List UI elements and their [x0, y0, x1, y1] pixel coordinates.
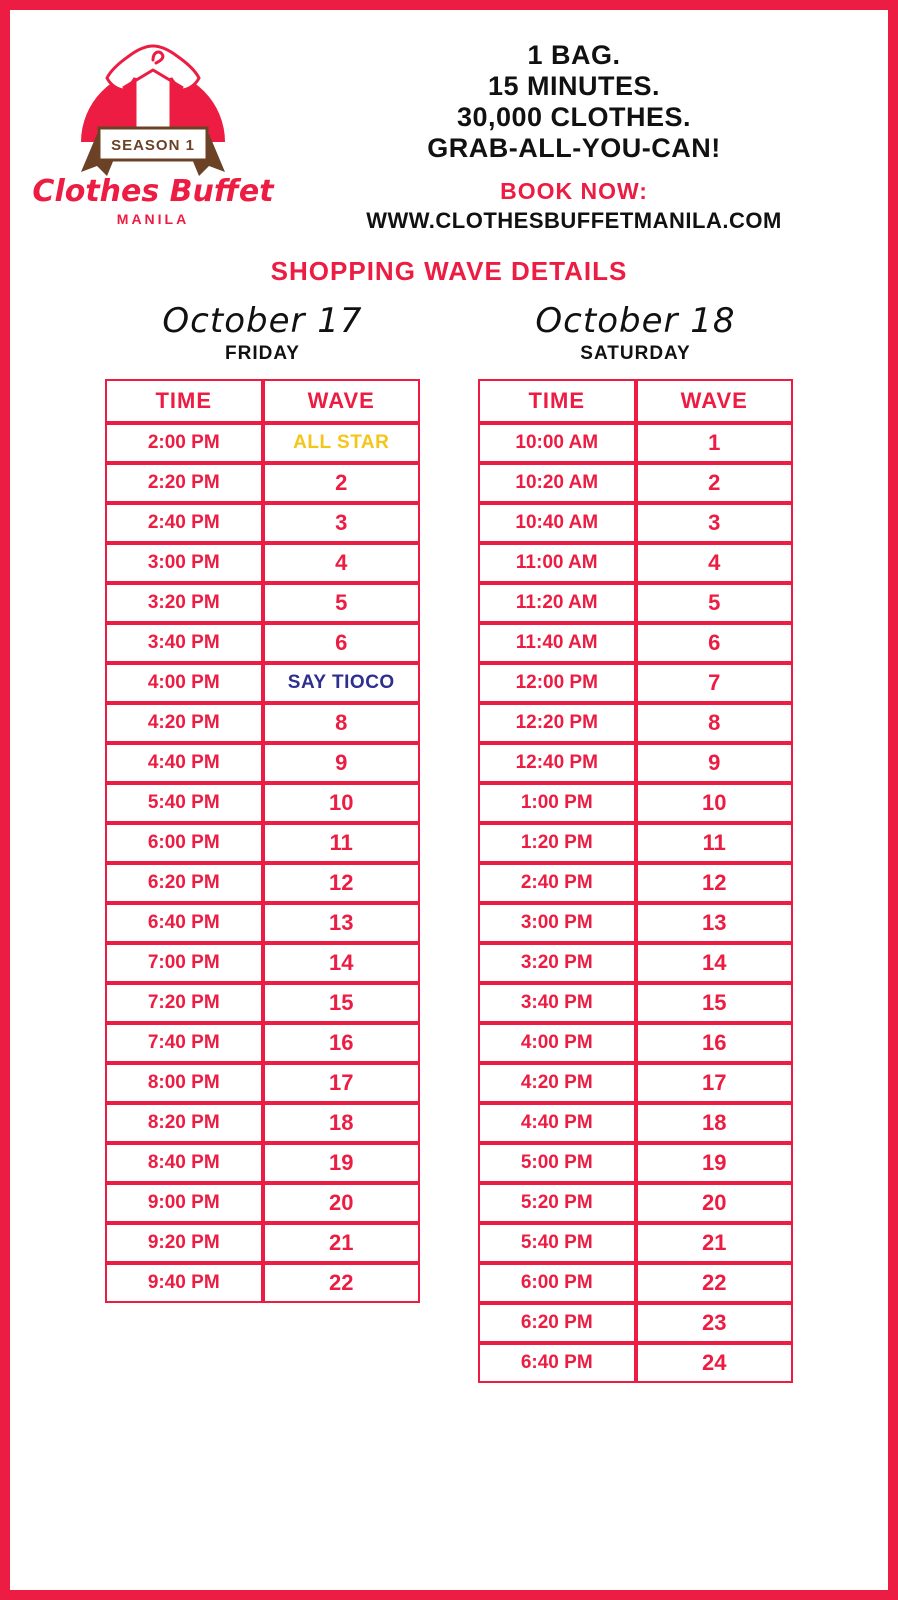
wave-number-cell: 10: [263, 783, 421, 823]
wave-number-cell: 23: [636, 1303, 794, 1343]
column-header-wave: WAVE: [636, 379, 794, 423]
table-row: [478, 983, 793, 1023]
book-now-label: BOOK NOW:: [500, 178, 648, 204]
table-row: [105, 903, 420, 943]
wave-number-cell: 3: [636, 503, 794, 543]
wave-number-cell: 15: [263, 983, 421, 1023]
wave-number-cell: 18: [636, 1103, 794, 1143]
wave-number-cell: 18: [263, 1103, 421, 1143]
table-row: [105, 623, 420, 663]
table-row: [105, 463, 420, 503]
poster-page: [10, 10, 888, 1590]
wave-number-cell: 11: [636, 823, 794, 863]
table-row: [105, 703, 420, 743]
day-column-friday: [100, 301, 425, 1383]
wave-time-cell: 8:00 PM: [105, 1063, 263, 1103]
wave-number-cell: 10: [636, 783, 794, 823]
wave-number-cell: 20: [263, 1183, 421, 1223]
wave-number-cell: 24: [636, 1343, 794, 1383]
wave-time-cell: 2:20 PM: [105, 463, 263, 503]
table-row: [478, 623, 793, 663]
wave-number-cell: 13: [263, 903, 421, 943]
wave-time-cell: 3:00 PM: [105, 543, 263, 583]
wave-number-cell: 17: [263, 1063, 421, 1103]
wave-time-cell: 3:40 PM: [478, 983, 636, 1023]
table-row: [105, 423, 420, 463]
table-row: [105, 1023, 420, 1063]
table-row: [478, 783, 793, 823]
table-row: [478, 1263, 793, 1303]
wave-time-cell: 7:40 PM: [105, 1023, 263, 1063]
wave-time-cell: 6:20 PM: [478, 1303, 636, 1343]
wave-time-cell: 4:00 PM: [105, 663, 263, 703]
wave-time-cell: 11:40 AM: [478, 623, 636, 663]
wave-time-cell: 3:00 PM: [478, 903, 636, 943]
wave-number-cell: 2: [636, 463, 794, 503]
table-row: [478, 663, 793, 703]
wave-number-cell: 20: [636, 1183, 794, 1223]
wave-time-cell: 5:40 PM: [478, 1223, 636, 1263]
wave-time-cell: 12:20 PM: [478, 703, 636, 743]
wave-number-cell: 8: [263, 703, 421, 743]
wave-number-cell: 19: [263, 1143, 421, 1183]
wave-time-cell: 6:40 PM: [105, 903, 263, 943]
table-row: [105, 583, 420, 623]
table-row: [478, 1303, 793, 1343]
day-date: October 17: [162, 301, 363, 341]
table-row: [478, 863, 793, 903]
wave-number-cell: 19: [636, 1143, 794, 1183]
clothes-hanger-dress-icon: [63, 30, 243, 180]
wave-time-cell: 6:40 PM: [478, 1343, 636, 1383]
table-row: [105, 743, 420, 783]
table-row: [105, 1263, 420, 1303]
table-row: [478, 463, 793, 503]
wave-time-cell: 4:40 PM: [105, 743, 263, 783]
wave-time-cell: 8:40 PM: [105, 1143, 263, 1183]
day-column-saturday: [473, 301, 798, 1383]
wave-number-cell: 15: [636, 983, 794, 1023]
table-row: [105, 503, 420, 543]
table-row: [105, 1143, 420, 1183]
wave-table-friday: [105, 379, 420, 1303]
table-row: [105, 863, 420, 903]
table-row: [478, 423, 793, 463]
day-weekday: SATURDAY: [580, 343, 691, 364]
table-row: [478, 1143, 793, 1183]
wave-time-cell: 4:20 PM: [478, 1063, 636, 1103]
headline-line-2: 15 MINUTES.: [487, 71, 661, 101]
wave-number-cell: 3: [263, 503, 421, 543]
wave-number-cell: 8: [636, 703, 794, 743]
wave-time-cell: 3:20 PM: [478, 943, 636, 983]
wave-number-cell: 6: [263, 623, 421, 663]
table-row: [105, 1103, 420, 1143]
table-row: [478, 1023, 793, 1063]
website-url: WWW.CLOTHESBUFFETMANILA.COM: [366, 208, 782, 233]
headline-line-4: GRAB-ALL-YOU-CAN!: [427, 133, 721, 163]
table-row: [478, 703, 793, 743]
table-row: [105, 1183, 420, 1223]
wave-time-cell: 6:20 PM: [105, 863, 263, 903]
wave-number-cell: 4: [263, 543, 421, 583]
table-row: [105, 543, 420, 583]
table-row: [478, 503, 793, 543]
table-row: [105, 823, 420, 863]
table-row: [478, 583, 793, 623]
wave-table-saturday: [478, 379, 793, 1383]
wave-time-cell: 5:40 PM: [105, 783, 263, 823]
wave-time-cell: 9:40 PM: [105, 1263, 263, 1303]
wave-time-cell: 10:00 AM: [478, 423, 636, 463]
wave-number-cell: 5: [636, 583, 794, 623]
wave-time-cell: 2:40 PM: [478, 863, 636, 903]
table-row: [478, 1223, 793, 1263]
wave-time-cell: 8:20 PM: [105, 1103, 263, 1143]
wave-number-cell: 13: [636, 903, 794, 943]
wave-time-cell: 5:20 PM: [478, 1183, 636, 1223]
wave-number-cell: 22: [636, 1263, 794, 1303]
wave-table-body-friday: [105, 423, 420, 1303]
headline-block: [278, 24, 870, 234]
wave-time-cell: 1:20 PM: [478, 823, 636, 863]
table-row: [478, 543, 793, 583]
poster-header: [10, 10, 888, 234]
wave-number-cell: 1: [636, 423, 794, 463]
column-header-time: TIME: [478, 379, 636, 423]
table-row: [478, 943, 793, 983]
brand-name: Clothes Buffet: [32, 174, 274, 209]
table-row: [105, 1063, 420, 1103]
table-row: [105, 783, 420, 823]
wave-time-cell: 6:00 PM: [105, 823, 263, 863]
wave-number-cell: 12: [263, 863, 421, 903]
wave-number-cell: 5: [263, 583, 421, 623]
wave-time-cell: 2:00 PM: [105, 423, 263, 463]
headline-line-3: 30,000 CLOTHES.: [456, 102, 692, 132]
wave-number-cell: 6: [636, 623, 794, 663]
table-row: [478, 1183, 793, 1223]
wave-time-cell: 1:00 PM: [478, 783, 636, 823]
wave-time-cell: 4:20 PM: [105, 703, 263, 743]
table-row: [478, 1103, 793, 1143]
wave-number-cell: ALL STAR: [263, 423, 421, 463]
brand-sub: MANILA: [116, 211, 190, 227]
wave-time-cell: 12:00 PM: [478, 663, 636, 703]
wave-number-cell: 9: [263, 743, 421, 783]
wave-time-cell: 2:40 PM: [105, 503, 263, 543]
wave-number-cell: 7: [636, 663, 794, 703]
wave-number-cell: 16: [263, 1023, 421, 1063]
wave-time-cell: 3:40 PM: [105, 623, 263, 663]
day-columns: [10, 301, 888, 1383]
wave-time-cell: 4:40 PM: [478, 1103, 636, 1143]
table-row: [478, 903, 793, 943]
wave-time-cell: 6:00 PM: [478, 1263, 636, 1303]
table-row: [478, 823, 793, 863]
wave-number-cell: 11: [263, 823, 421, 863]
table-header-row: [478, 379, 793, 423]
wave-time-cell: 10:40 AM: [478, 503, 636, 543]
wave-number-cell: 14: [263, 943, 421, 983]
table-row: [105, 983, 420, 1023]
wave-time-cell: 9:00 PM: [105, 1183, 263, 1223]
table-row: [105, 1223, 420, 1263]
wave-time-cell: 12:40 PM: [478, 743, 636, 783]
table-header-row: [105, 379, 420, 423]
table-row: [105, 663, 420, 703]
table-row: [478, 1063, 793, 1103]
wave-number-cell: 16: [636, 1023, 794, 1063]
table-row: [105, 943, 420, 983]
column-header-wave: WAVE: [263, 379, 421, 423]
wave-time-cell: 5:00 PM: [478, 1143, 636, 1183]
wave-number-cell: 14: [636, 943, 794, 983]
day-weekday: FRIDAY: [225, 343, 300, 364]
wave-time-cell: 9:20 PM: [105, 1223, 263, 1263]
wave-number-cell: 12: [636, 863, 794, 903]
wave-time-cell: 11:20 AM: [478, 583, 636, 623]
wave-number-cell: 22: [263, 1263, 421, 1303]
wave-time-cell: 4:00 PM: [478, 1023, 636, 1063]
wave-time-cell: 3:20 PM: [105, 583, 263, 623]
wave-number-cell: SAY TIOCO: [263, 663, 421, 703]
wave-number-cell: 2: [263, 463, 421, 503]
wave-number-cell: 21: [263, 1223, 421, 1263]
section-title: SHOPPING WAVE DETAILS: [270, 256, 628, 286]
wave-time-cell: 7:00 PM: [105, 943, 263, 983]
brand-logo: [28, 24, 278, 227]
wave-number-cell: 17: [636, 1063, 794, 1103]
table-row: [478, 1343, 793, 1383]
wave-number-cell: 21: [636, 1223, 794, 1263]
table-row: [478, 743, 793, 783]
wave-table-body-saturday: [478, 423, 793, 1383]
headline-line-1: 1 BAG.: [527, 40, 621, 70]
day-date: October 18: [535, 301, 736, 341]
wave-time-cell: 10:20 AM: [478, 463, 636, 503]
wave-number-cell: 4: [636, 543, 794, 583]
wave-time-cell: 7:20 PM: [105, 983, 263, 1023]
column-header-time: TIME: [105, 379, 263, 423]
wave-time-cell: 11:00 AM: [478, 543, 636, 583]
svg-text:SEASON 1: SEASON 1: [111, 137, 195, 154]
wave-number-cell: 9: [636, 743, 794, 783]
